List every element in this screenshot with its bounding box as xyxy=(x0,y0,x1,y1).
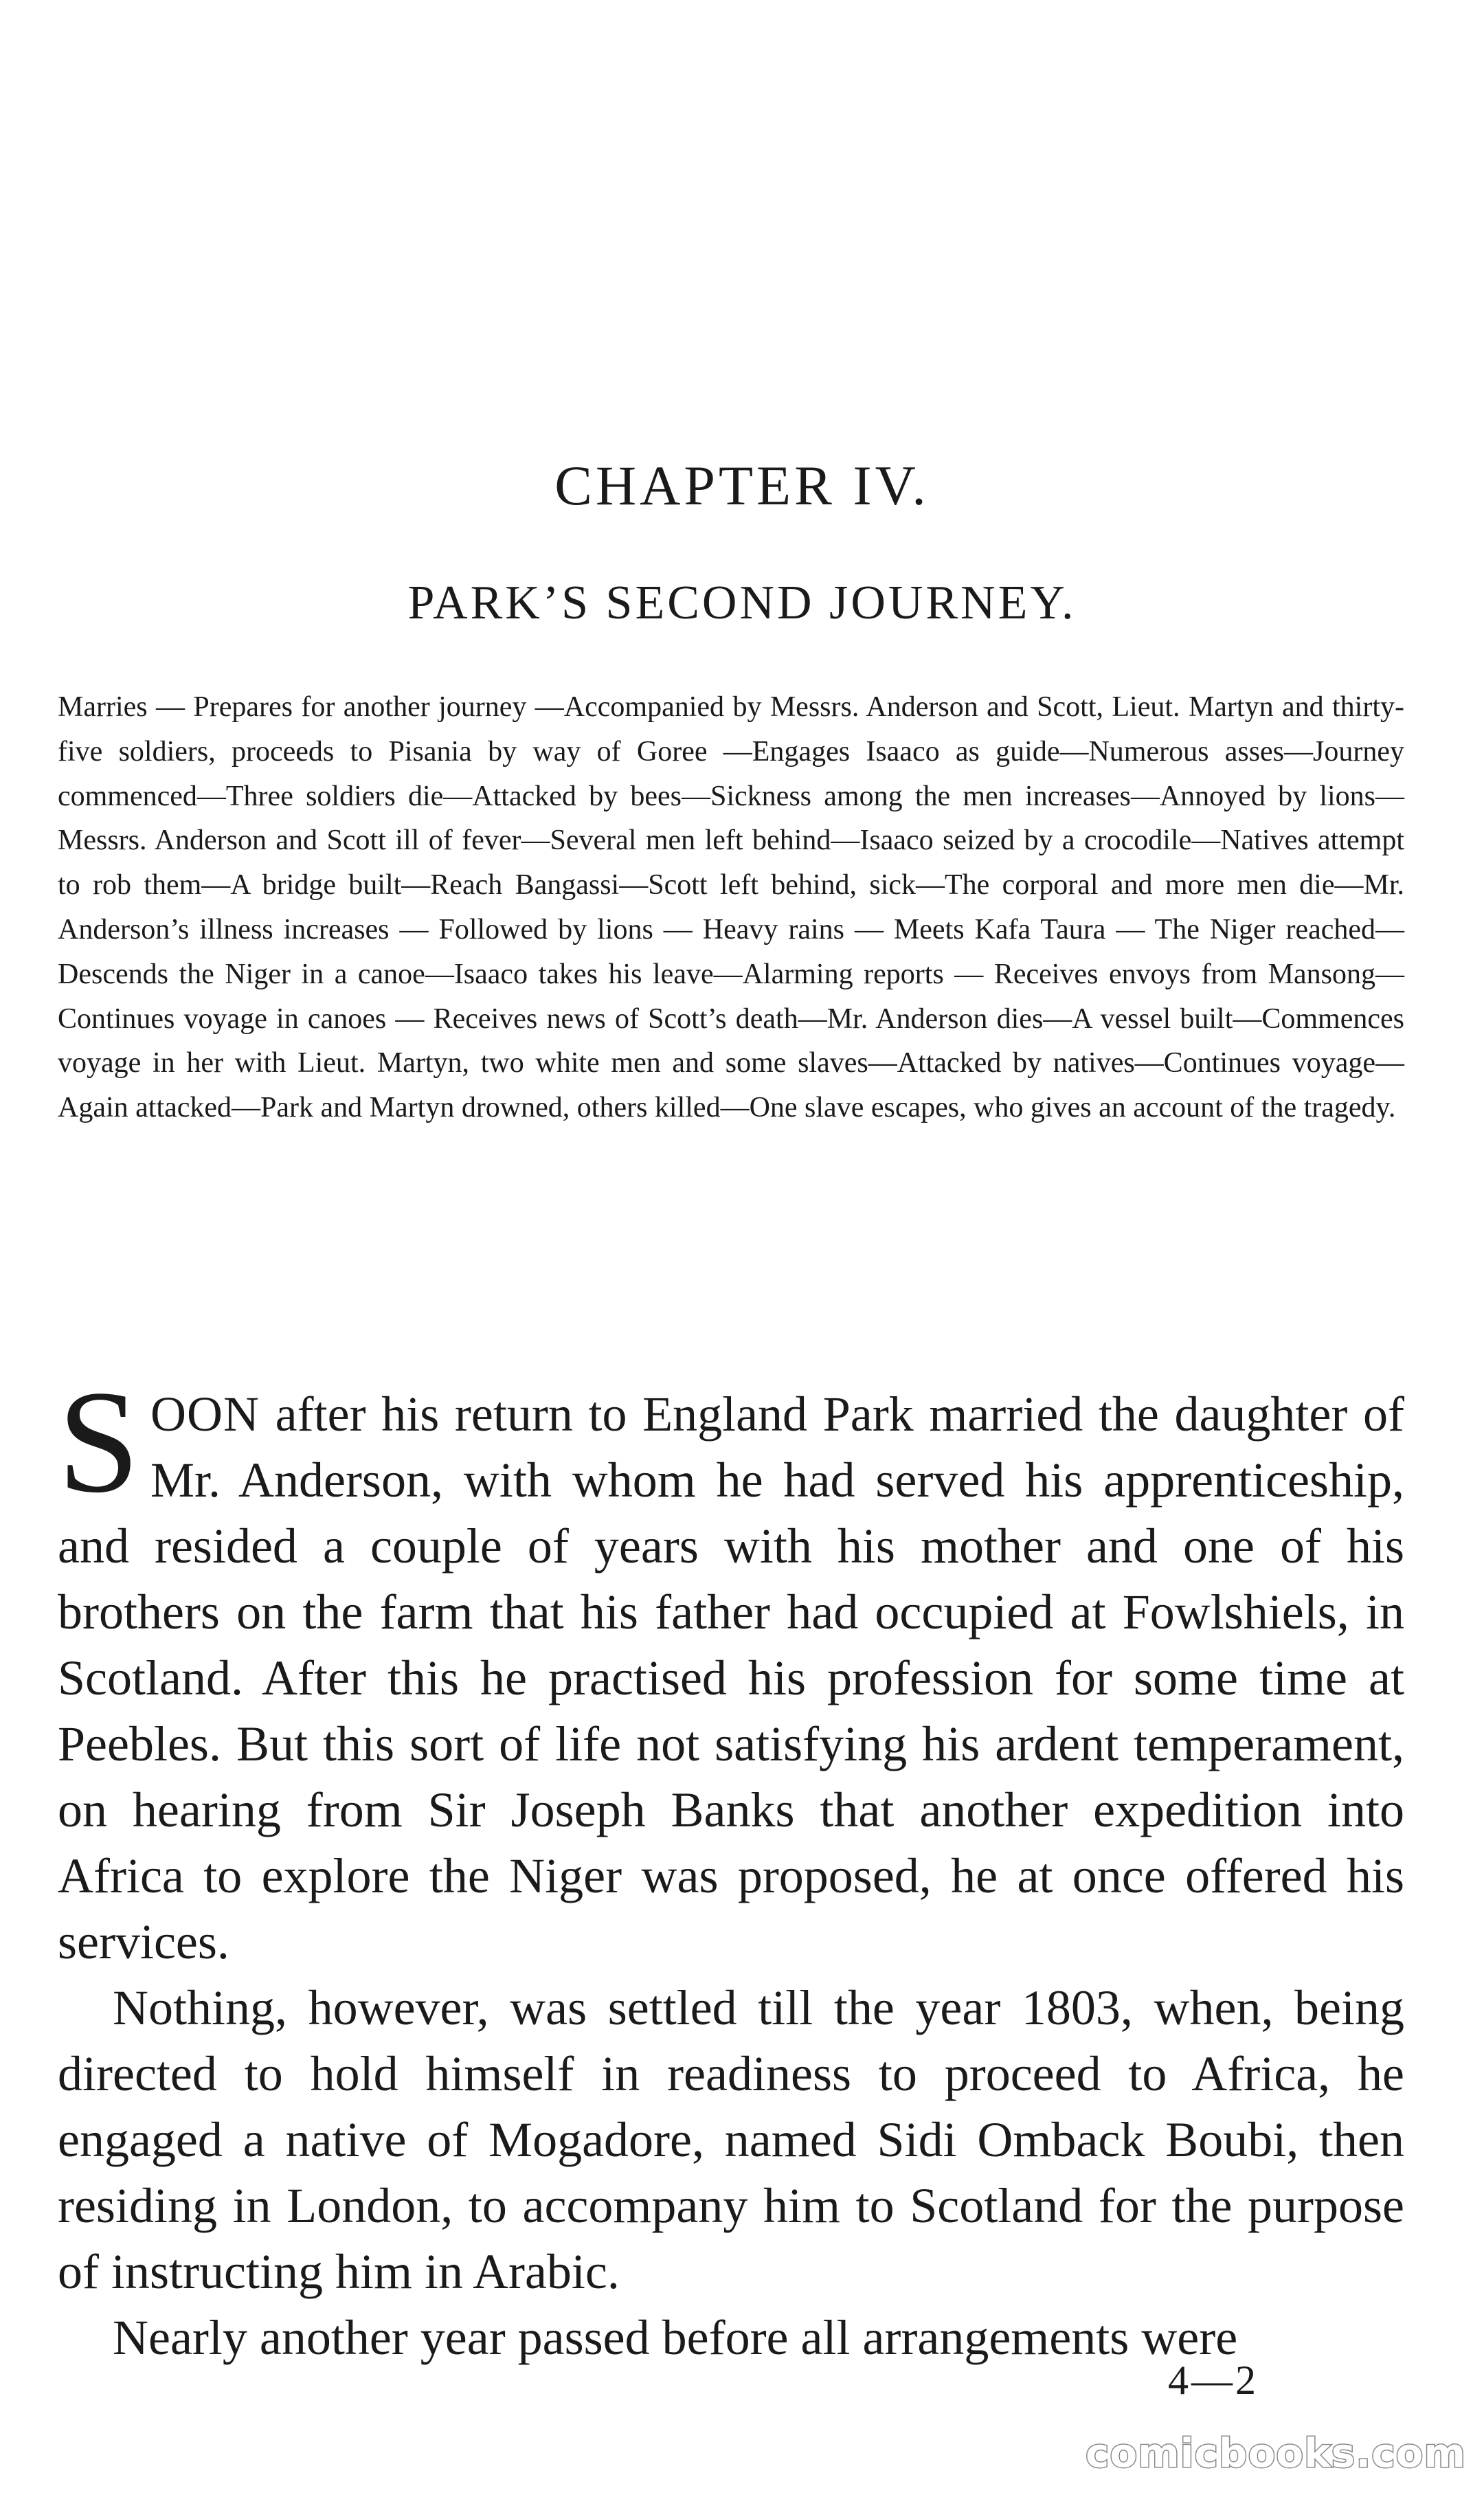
signature-mark: 4—2 xyxy=(1168,2358,1259,2403)
paragraph-1 xyxy=(58,1361,1404,1975)
chapter-subtitle: PARK’S SECOND JOURNEY. xyxy=(407,576,1077,629)
chapter-synopsis: Marries — Prepares for another journey —Accompanied by Messrs. Anderson and Scott, Lieut. Martyn and thirty-five soldiers, proceeds to Pisania by way of Goree —Engages Isaaco as guide—Numerous asses—Journey commenced—Three soldiers die—Attacked by bees—Sickness among the men increases—Annoyed by lions—Messrs. Anderson and Scott ill of fever—Several men left behind—Isaaco seized by a crocodile—Natives attempt to rob them—A bridge built—Reach Bangassi—Scott left behind, sick—The corporal and more men die—Mr. Anderson’s illness increases — Followed by lions — Heavy rains — Meets Kafa Taura — The Niger reached—Descends the Niger in a canoe—Isaaco takes his leave—Alarming reports — Receives envoys from Mansong—Continues voyage in canoes — Receives news of Scott’s death—Mr. Anderson dies—A vessel built—Commences voyage in her with Lieut. Martyn, two white men and some slaves—Attacked by natives—Continues voyage—Again attacked—Park and Martyn drowned, others killed—One slave escapes, who gives an account of the tragedy. xyxy=(58,691,1404,1124)
watermark: comicbooks.com xyxy=(1086,2430,1466,2476)
paragraph-1-text: after his return to England Park married the daughter of Mr. Anderson, with whom he had served his apprenticeship, and resided a couple of years with his mother and one of his brothers on the farm that his father had occupied at Fowlshiels, in Scotland. After this he practised his profession for some time at Peebles. But this sort of life not satisfying his ardent temperament, on hearing from Sir Joseph Banks that another expedition into Africa to explore the Niger was proposed, he at once offered his services. xyxy=(58,1387,1404,1969)
paragraph-3: Nearly another year passed before all arrangements were xyxy=(113,2310,1238,2365)
lead-word: OON xyxy=(150,1387,260,1442)
paragraph-2: Nothing, however, was settled till the year 1803, when, being directed to hold himself in readiness to proceed to Africa, he engaged a native of Mogadore, named Sidi Omback Boubi, then residing in London, to accompany him to Scotland for the purpose of instructing him in Arabic. xyxy=(58,1980,1404,2299)
body-text xyxy=(58,1361,1404,2371)
drop-cap: S xyxy=(58,1361,140,1523)
chapter-title: CHAPTER IV. xyxy=(554,454,930,517)
